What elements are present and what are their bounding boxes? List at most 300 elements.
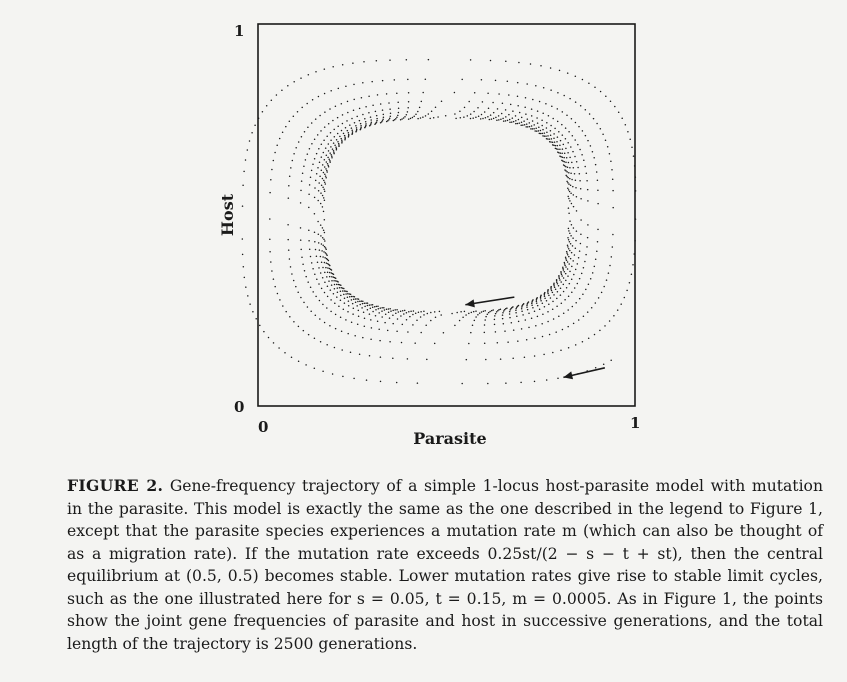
trajectory-point [372, 304, 374, 306]
trajectory-point [290, 167, 292, 169]
trajectory-point [410, 311, 412, 313]
trajectory-point [351, 127, 353, 129]
trajectory-point [561, 302, 563, 304]
trajectory-point [341, 287, 343, 289]
trajectory-point [485, 117, 487, 119]
trajectory-point [489, 119, 491, 121]
trajectory-point [254, 124, 256, 126]
trajectory-point [536, 297, 538, 299]
trajectory-point [477, 314, 479, 316]
trajectory-point [614, 106, 616, 108]
trajectory-point [344, 298, 346, 300]
trajectory-point [348, 136, 350, 138]
trajectory-point [587, 311, 589, 313]
trajectory-point [276, 144, 278, 146]
trajectory-point [323, 239, 325, 241]
trajectory-point [321, 170, 323, 172]
trajectory-point [558, 316, 560, 318]
trajectory-point [312, 164, 314, 166]
trajectory-point [506, 307, 508, 309]
trajectory-point [334, 302, 336, 304]
trajectory-point [577, 283, 579, 285]
trajectory-point [380, 381, 382, 383]
trajectory-point [345, 127, 347, 129]
trajectory-point [285, 311, 287, 313]
trajectory-point [634, 240, 636, 242]
trajectory-point [359, 108, 361, 110]
trajectory-point [576, 210, 578, 212]
trajectory-point [627, 131, 629, 133]
trajectory-point [324, 126, 326, 128]
trajectory-point [493, 118, 495, 120]
trajectory-point [532, 128, 534, 130]
trajectory-point [595, 367, 597, 369]
trajectory-point [572, 186, 574, 188]
figure-caption [67, 475, 823, 655]
trajectory-point [334, 284, 336, 286]
trajectory-point [580, 243, 582, 245]
trajectory-point [603, 286, 605, 288]
trajectory-point [327, 163, 329, 165]
trajectory-point [565, 280, 567, 282]
trajectory-point [392, 310, 394, 312]
trajectory-point [291, 273, 293, 275]
trajectory-point [560, 272, 562, 274]
trajectory-point [473, 311, 475, 313]
trajectory-point [484, 324, 486, 326]
trajectory-point [383, 117, 385, 119]
trajectory-point [586, 180, 588, 182]
trajectory-point [560, 140, 562, 142]
trajectory-point [289, 258, 291, 260]
trajectory-point [417, 118, 419, 120]
trajectory-point [519, 122, 521, 124]
trajectory-point [569, 98, 571, 100]
trajectory-point [324, 262, 326, 264]
trajectory-point [569, 191, 571, 193]
trajectory-point [340, 299, 342, 301]
trajectory-point [388, 308, 390, 310]
trajectory-point [592, 272, 594, 274]
trajectory-point [359, 300, 361, 302]
trajectory-point [482, 118, 484, 120]
trajectory-point [534, 338, 536, 340]
trajectory-point [333, 293, 335, 295]
trajectory-point [612, 234, 614, 236]
trajectory-point [572, 135, 574, 137]
trajectory-point [377, 306, 379, 308]
trajectory-point [353, 307, 355, 309]
trajectory-point [420, 332, 422, 334]
trajectory-point [611, 256, 613, 258]
trajectory-point [597, 189, 599, 191]
trajectory-point [535, 127, 537, 129]
trajectory-point [324, 232, 326, 234]
trajectory-point [394, 119, 396, 121]
trajectory-point [268, 337, 270, 339]
trajectory-point [631, 147, 633, 149]
trajectory-point [380, 103, 382, 105]
trajectory-point [310, 286, 312, 288]
trajectory-point [310, 176, 312, 178]
trajectory-point [529, 122, 531, 124]
trajectory-point [532, 299, 534, 301]
trajectory-point [529, 126, 531, 128]
trajectory-point [333, 152, 335, 154]
trajectory-point [518, 62, 520, 64]
trajectory-point [571, 224, 573, 226]
trajectory-point [300, 249, 302, 251]
trajectory-point [563, 164, 565, 166]
trajectory-point [422, 116, 424, 118]
trajectory-point [426, 359, 428, 361]
trajectory-point [498, 309, 500, 311]
trajectory-point [536, 130, 538, 132]
trajectory-point [559, 279, 561, 281]
trajectory-point [321, 261, 323, 263]
trajectory-point [577, 263, 579, 265]
trajectory-point [357, 324, 359, 326]
trajectory-point [410, 118, 412, 120]
trajectory-point [565, 127, 567, 129]
trajectory-point [471, 312, 473, 314]
trajectory-point [342, 123, 344, 125]
trajectory-point [517, 82, 519, 84]
trajectory-point [300, 190, 302, 192]
trajectory-point [326, 307, 328, 309]
trajectory-point [303, 330, 305, 332]
trajectory-point [571, 252, 573, 254]
trajectory-point [311, 143, 313, 145]
trajectory-point [351, 299, 353, 301]
trajectory-point [575, 101, 577, 103]
trajectory-point [573, 274, 575, 276]
trajectory-point [557, 291, 559, 293]
trajectory-point [588, 338, 590, 340]
trajectory-point [567, 268, 569, 270]
trajectory-point [620, 303, 622, 305]
trajectory-point [582, 293, 584, 295]
trajectory-point [569, 233, 571, 235]
trajectory-point [288, 185, 290, 187]
trajectory-point [289, 120, 291, 122]
trajectory-point [568, 347, 570, 349]
trajectory-point [586, 246, 588, 248]
trajectory-point [408, 311, 410, 313]
trajectory-point [337, 126, 339, 128]
trajectory-point [389, 317, 391, 319]
trajectory-point [318, 190, 320, 192]
trajectory-point [417, 111, 419, 113]
trajectory-point [398, 311, 400, 313]
trajectory-point [582, 79, 584, 81]
trajectory-point [400, 310, 402, 312]
trajectory-point [293, 280, 295, 282]
trajectory-point [575, 269, 577, 271]
trajectory-point [396, 382, 398, 384]
trajectory-point [277, 293, 279, 295]
trajectory-point [540, 298, 542, 300]
trajectory-point [556, 306, 558, 308]
trajectory-point [428, 59, 430, 61]
trajectory-point [548, 303, 550, 305]
trajectory-point [441, 101, 443, 103]
trajectory-point [368, 112, 370, 114]
trajectory-point [307, 281, 309, 283]
trajectory-point [570, 185, 572, 187]
trajectory-point [576, 161, 578, 163]
trajectory-point [544, 292, 546, 294]
trajectory-point [468, 313, 470, 315]
trajectory-point [328, 143, 330, 145]
trajectory-point [515, 312, 517, 314]
trajectory-point [531, 303, 533, 305]
trajectory-point [558, 275, 560, 277]
trajectory-point [612, 207, 614, 209]
trajectory-point [323, 197, 325, 199]
trajectory-point [271, 270, 273, 272]
trajectory-point [567, 72, 569, 74]
trajectory-point [331, 276, 333, 278]
trajectory-point [336, 149, 338, 151]
trajectory-point [386, 309, 388, 311]
trajectory-point [334, 145, 336, 147]
trajectory-point [242, 254, 244, 256]
trajectory-point [324, 190, 326, 192]
trajectory-point [490, 60, 492, 62]
trajectory-point [483, 310, 485, 312]
trajectory-point [550, 125, 552, 127]
trajectory-point [392, 314, 394, 316]
trajectory-point [521, 122, 523, 124]
trajectory-point [609, 265, 611, 267]
trajectory-point [505, 109, 507, 111]
trajectory-point [566, 114, 568, 116]
trajectory-point [517, 340, 519, 342]
trajectory-point [364, 306, 366, 308]
trajectory-point [344, 302, 346, 304]
trajectory-point [334, 347, 336, 349]
trajectory-point [369, 355, 371, 357]
caption-label: FIGURE 2. [67, 476, 164, 495]
trajectory-point [372, 104, 374, 106]
trajectory-point [528, 312, 530, 314]
trajectory-point [425, 79, 427, 81]
trajectory-point [592, 151, 594, 153]
trajectory-point [567, 246, 569, 248]
trajectory-point [633, 253, 635, 255]
trajectory-point [596, 171, 598, 173]
trajectory-point [323, 139, 325, 141]
trajectory-point [326, 154, 328, 156]
trajectory-point [402, 310, 404, 312]
trajectory-point [327, 296, 329, 298]
trajectory-point [330, 311, 332, 313]
y-tick-top: 1 [234, 22, 245, 40]
trajectory-point [315, 315, 317, 317]
trajectory-point [423, 314, 425, 316]
trajectory-point [401, 118, 403, 120]
trajectory-point [365, 106, 367, 108]
trajectory-point [521, 311, 523, 313]
trajectory-point [330, 289, 332, 291]
trajectory-point [485, 359, 487, 361]
trajectory-point [608, 272, 610, 274]
trajectory-point [610, 100, 612, 102]
trajectory-point [563, 144, 565, 146]
trajectory-point [360, 125, 362, 127]
trajectory-point [569, 241, 571, 243]
trajectory-point [580, 233, 582, 235]
trajectory-point [569, 250, 571, 252]
trajectory-point [287, 85, 289, 87]
trajectory-point [552, 308, 554, 310]
trajectory-point [319, 161, 321, 163]
trajectory-point [571, 162, 573, 164]
trajectory-point [330, 146, 332, 148]
trajectory-point [500, 119, 502, 121]
trajectory-point [601, 292, 603, 294]
trajectory-point [335, 146, 337, 148]
trajectory-point [534, 311, 536, 313]
trajectory-point [378, 308, 380, 310]
trajectory-point [581, 154, 583, 156]
trajectory-point [583, 160, 585, 162]
trajectory-point [349, 296, 351, 298]
trajectory-point [509, 122, 511, 124]
trajectory-point [429, 118, 431, 120]
trajectory-point [337, 141, 339, 143]
trajectory-point [318, 267, 320, 269]
plot-frame [258, 24, 635, 406]
trajectory-point [370, 116, 372, 118]
trajectory-point [563, 157, 565, 159]
trajectory-point [502, 312, 504, 314]
trajectory-point [322, 164, 324, 166]
trajectory-point [348, 132, 350, 134]
trajectory-point [464, 107, 466, 109]
trajectory-point [557, 148, 559, 150]
trajectory-point [548, 295, 550, 297]
trajectory-point [330, 154, 332, 156]
trajectory-point [244, 277, 246, 279]
trajectory-point [454, 113, 456, 115]
trajectory-point [371, 121, 373, 123]
trajectory-point [430, 320, 432, 322]
trajectory-point [570, 173, 572, 175]
trajectory-point [333, 274, 335, 276]
trajectory-point [314, 368, 316, 370]
trajectory-point [336, 139, 338, 141]
trajectory-point [572, 306, 574, 308]
trajectory-point [430, 312, 432, 314]
trajectory-point [503, 323, 505, 325]
trajectory-point [525, 113, 527, 115]
trajectory-point [475, 316, 477, 318]
trajectory-point [629, 282, 631, 284]
trajectory-point [434, 343, 436, 345]
trajectory-point [518, 305, 520, 307]
trajectory-point [565, 162, 567, 164]
trajectory-point [408, 118, 410, 120]
trajectory-point [347, 311, 349, 313]
trajectory-point [572, 245, 574, 247]
trajectory-point [322, 178, 324, 180]
trajectory-point [282, 305, 284, 307]
trajectory-point [535, 325, 537, 327]
trajectory-point [376, 120, 378, 122]
trajectory-point [349, 124, 351, 126]
trajectory-point [570, 235, 572, 237]
trajectory-point [550, 67, 552, 69]
trajectory-point [392, 357, 394, 359]
trajectory-point [433, 117, 435, 119]
trajectory-point [329, 325, 331, 327]
trajectory-point [569, 178, 571, 180]
trajectory-point [521, 328, 523, 330]
trajectory-point [279, 138, 281, 140]
trajectory-point [494, 315, 496, 317]
trajectory-point [407, 107, 409, 109]
trajectory-point [515, 310, 517, 312]
trajectory-point [324, 93, 326, 95]
trajectory-point [558, 131, 560, 133]
trajectory-point [285, 126, 287, 128]
trajectory-point [515, 308, 517, 310]
arrow-head [563, 371, 573, 379]
trajectory-point [341, 103, 343, 105]
trajectory-point [508, 114, 510, 116]
trajectory-point [346, 120, 348, 122]
trajectory-point [575, 122, 577, 124]
trajectory-point [552, 292, 554, 294]
trajectory-point [358, 316, 360, 318]
trajectory-point [347, 333, 349, 335]
trajectory-point [635, 218, 637, 220]
trajectory-point [308, 207, 310, 209]
trajectory-point [304, 131, 306, 133]
trajectory-point [394, 309, 396, 311]
trajectory-point [419, 107, 421, 109]
trajectory-point [522, 314, 524, 316]
trajectory-point [376, 306, 378, 308]
trajectory-point [397, 101, 399, 103]
trajectory-point [509, 309, 511, 311]
trajectory-point [324, 68, 326, 70]
trajectory-point [347, 101, 349, 103]
trajectory-point [287, 224, 289, 226]
trajectory-point [317, 134, 319, 136]
trajectory-point [498, 119, 500, 121]
trajectory-point [481, 311, 483, 313]
trajectory-point [526, 305, 528, 307]
trajectory-point [332, 373, 334, 375]
trajectory-point [539, 308, 541, 310]
trajectory-point [545, 103, 547, 105]
trajectory-point [314, 274, 316, 276]
trajectory-point [531, 318, 533, 320]
trajectory-point [548, 115, 550, 117]
trajectory-point [509, 313, 511, 315]
trajectory-point [307, 127, 309, 129]
trajectory-point [560, 350, 562, 352]
trajectory-point [605, 140, 607, 142]
trajectory-point [522, 124, 524, 126]
trajectory-point [550, 288, 552, 290]
trajectory-point [568, 189, 570, 191]
trajectory-point [567, 182, 569, 184]
trajectory-point [389, 117, 391, 119]
